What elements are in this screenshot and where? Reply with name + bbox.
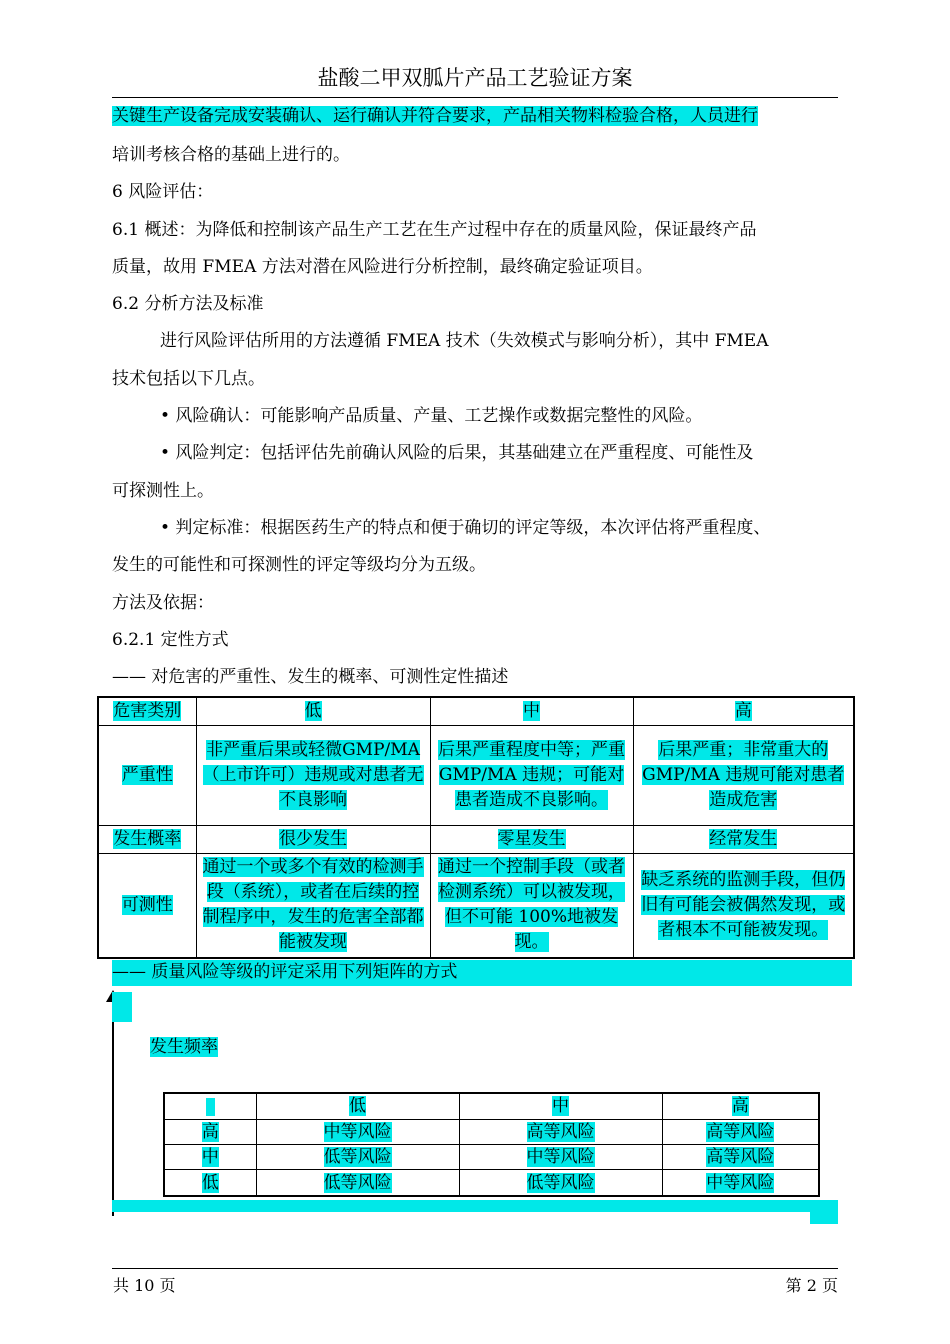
section-heading-6: 6 风险评估：	[112, 182, 214, 202]
matrix-cell: 高等风险	[662, 1144, 819, 1169]
table-header-cell: 低	[196, 697, 430, 726]
highlight-block	[112, 992, 132, 1022]
bullet-item: • 判定标准：根据医药生产的特点和便于确切的评定等级，本次评估将严重程度、	[160, 518, 771, 538]
table-cell: 后果严重；非常重大的GMP/MA 违规可能对患者造成危害	[633, 726, 854, 826]
table-cell: 非严重后果或轻微GMP/MA（上市许可）违规或对患者无不良影响	[196, 726, 430, 826]
matrix-cell: 高等风险	[459, 1119, 662, 1144]
highlight-block	[810, 1200, 838, 1224]
matrix-header-cell: 中	[459, 1093, 662, 1119]
paragraph-line: 发生的可能性和可探测性的评定等级均分为五级。	[112, 555, 486, 575]
table-caption: —— 对危害的严重性、发生的概率、可测性定性描述	[112, 667, 509, 687]
footer-divider	[112, 1268, 838, 1269]
bullet-item: • 风险判定：包括评估先前确认风险的后果，其基础建立在严重程度、可能性及	[160, 443, 754, 463]
risk-description-table	[97, 696, 855, 959]
matrix-header-cell: 低	[256, 1093, 459, 1119]
paragraph-line: 进行风险评估所用的方法遵循 FMEA 技术（失效模式与影响分析），其中 FMEA	[160, 331, 769, 351]
table-cell: 通过一个控制手段（或者检测系统）可以被发现，但不可能 100%地被发现。	[430, 854, 633, 958]
table-cell: 缺乏系统的监测手段，但仍旧有可能会被偶然发现，或者根本不可能被发现。	[633, 854, 854, 958]
paragraph-line: 方法及依据：	[112, 593, 214, 613]
table-cell: 可测性	[98, 854, 196, 958]
paragraph-line: 技术包括以下几点。	[112, 369, 265, 389]
header-divider	[112, 97, 838, 98]
matrix-header-cell: 高	[662, 1093, 819, 1119]
matrix-header-cell	[164, 1093, 256, 1119]
risk-matrix-table	[163, 1092, 820, 1197]
table-cell: 发生概率	[98, 826, 196, 854]
matrix-caption: —— 质量风险等级的评定采用下列矩阵的方式	[112, 962, 458, 982]
matrix-cell: 低等风险	[459, 1170, 662, 1196]
paragraph-line: 6.1 概述：为降低和控制该产品生产工艺在生产过程中存在的质量风险，保证最终产品	[112, 220, 757, 240]
table-cell: 后果严重程度中等；严重 GMP/MA 违规；可能对患者造成不良影响。	[430, 726, 633, 826]
table-cell: 通过一个或多个有效的检测手段（系统），或者在后续的控制程序中，发生的危害全部都能被发现	[196, 854, 430, 958]
table-cell: 零星发生	[430, 826, 633, 854]
table-header-cell: 高	[633, 697, 854, 726]
matrix-row-label: 低	[164, 1170, 256, 1196]
section-heading-6-2: 6.2 分析方法及标准	[112, 294, 264, 314]
section-heading-6-2-1: 6.2.1 定性方式	[112, 630, 229, 650]
highlight-band	[112, 1200, 838, 1212]
axis-label: 发生频率	[150, 1037, 218, 1057]
matrix-row-label: 高	[164, 1119, 256, 1144]
matrix-cell: 高等风险	[662, 1119, 819, 1144]
matrix-cell: 中等风险	[459, 1144, 662, 1169]
paragraph-line: 培训考核合格的基础上进行的。	[112, 145, 350, 165]
table-cell: 经常发生	[633, 826, 854, 854]
matrix-cell: 中等风险	[662, 1170, 819, 1196]
table-header-cell: 中	[430, 697, 633, 726]
bullet-item: • 风险确认：可能影响产品质量、产量、工艺操作或数据完整性的风险。	[160, 406, 703, 426]
table-cell: 严重性	[98, 726, 196, 826]
page-number: 第 2 页	[785, 1276, 838, 1295]
document-header-title: 盐酸二甲双胍片产品工艺验证方案	[317, 66, 633, 90]
page-total: 共 10 页	[113, 1276, 176, 1295]
matrix-cell: 低等风险	[256, 1144, 459, 1169]
frequency-axis	[112, 998, 114, 1216]
matrix-row-label: 中	[164, 1144, 256, 1169]
matrix-cell: 低等风险	[256, 1170, 459, 1196]
matrix-cell: 中等风险	[256, 1119, 459, 1144]
table-header-cell: 危害类别	[98, 697, 196, 726]
paragraph-line: 可探测性上。	[112, 481, 214, 501]
paragraph-line: 质量，故用 FMEA 方法对潜在风险进行分析控制，最终确定验证项目。	[112, 257, 653, 277]
table-cell: 很少发生	[196, 826, 430, 854]
paragraph-line: 关键生产设备完成安装确认、运行确认并符合要求，产品相关物料检验合格，人员进行	[112, 106, 758, 126]
